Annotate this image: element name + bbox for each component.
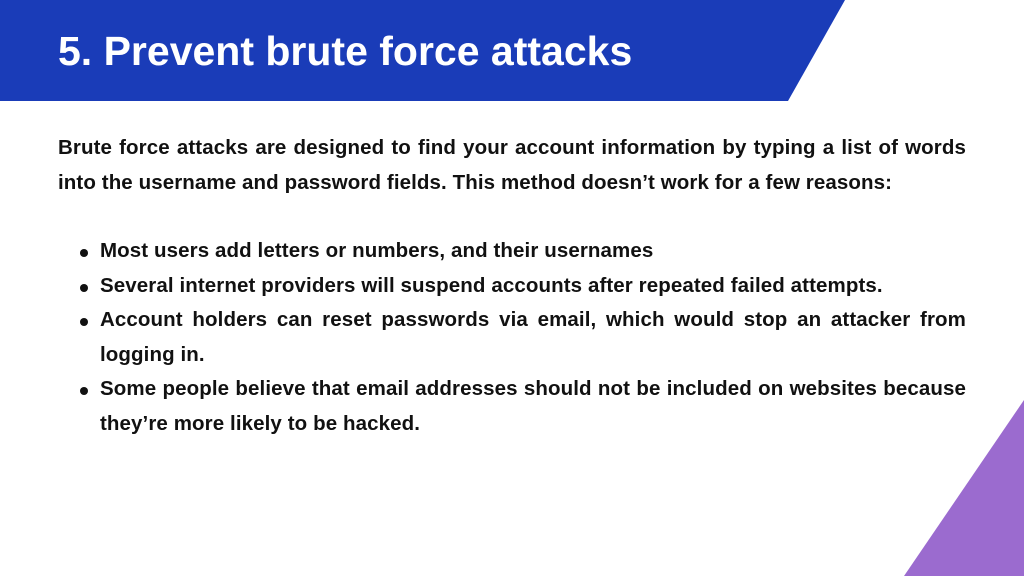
- bullet-dot-icon: [80, 249, 88, 257]
- slide-body: [58, 130, 966, 441]
- bullet-item: [58, 372, 966, 441]
- intro-paragraph: Brute force attacks are designed to find your account information by typing a list of words into the username and password fields. This method doesn’t work for a few reasons:: [58, 136, 966, 194]
- bullet-item: [58, 269, 966, 304]
- bullet-item: [58, 303, 966, 372]
- bullet-list: [58, 234, 966, 441]
- bullet-text: Some people believe that email addresses should not be included on websites because they’re more likely to be hacked.: [100, 377, 966, 435]
- bullet-dot-icon: [80, 284, 88, 292]
- bullet-text: Account holders can reset passwords via email, which would stop an attacker from logging in.: [100, 308, 966, 366]
- bullet-dot-icon: [80, 318, 88, 326]
- slide-title: 5. Prevent brute force attacks: [58, 28, 633, 74]
- bullet-dot-icon: [80, 387, 88, 395]
- bullet-item: [58, 234, 966, 269]
- corner-accent-triangle: [904, 400, 1024, 576]
- bullet-text: Several internet providers will suspend accounts after repeated failed attempts.: [100, 273, 883, 297]
- bullet-text: Most users add letters or numbers, and their usernames: [100, 239, 654, 262]
- corner-accent-shape: [904, 400, 1024, 576]
